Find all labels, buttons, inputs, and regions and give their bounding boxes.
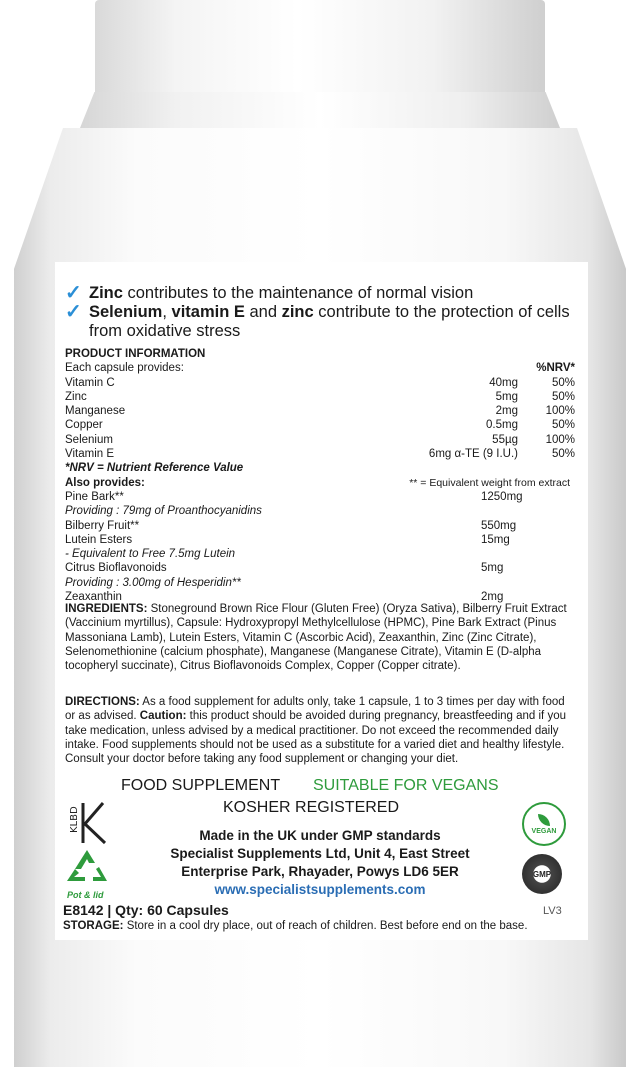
storage-info: STORAGE: Store in a cool dry place, out of reach of children. Best before end on the base. [63,920,528,932]
lv-code: LV3 [543,905,562,917]
leaf-icon [538,814,550,826]
claim-antioxidant: ✓ Selenium, vitamin E and zinc contribute to the protection of cells from oxidative stress [65,301,570,340]
info-heading: PRODUCT INFORMATION [65,348,206,360]
info-subheading: Each capsule provides: %NRV* [65,362,575,375]
website-link[interactable]: www.specialistsupplements.com [214,882,426,897]
nutrient-row: Copper 0.5mg 50% [65,419,575,432]
vegan-badge: VEGAN [522,802,566,846]
extra-row: Lutein Esters 15mg [65,533,510,546]
nutrient-row: Selenium 55µg 100% [65,433,575,446]
extra-row: Providing : 79mg of Proanthocyanidins [65,505,262,518]
checkmark-icon: ✓ [65,282,82,304]
extra-row: Providing : 3.00mg of Hesperidin** [65,576,241,589]
food-supplement-text: FOOD SUPPLEMENT [121,777,281,794]
nutrient-row: Zinc 5mg 50% [65,390,575,403]
also-provides-row: Also provides: ** = Equivalent weight from extract [65,476,570,489]
product-code: E8142 | Qty: 60 Capsules [63,902,229,918]
nutrient-row: Vitamin C 40mg 50% [65,376,575,389]
extra-row: Bilberry Fruit** 550mg [65,519,517,532]
manufacturer-info: Made in the UK under GMP standards Specialist Supplements Ltd, Unit 4, East Street Enterprise Park, Rhayader, Powys LD6 5ER www.specialistsupplements.com [145,827,495,899]
ingredients: INGREDIENTS: Stoneground Brown Rice Flour (Gluten Free) (Oryza Sativa), Bilberry Fruit Extract (Vaccinium myrtillus), Capsule: Hydroxypropyl Methylcellulose (HPMC), Pine Bark Extract (Pinus Massoniana Lamb), Lutein Esters, Vitamin C (Ascorbic Acid), Zeaxanthin, Zinc (Zinc Citrate), Selenomethionine (calcium phosphate), Manganese (Manganese Citrate), Vitamin E (D-alpha tocopheryl succinate), Citrus Bioflavonoids Complex, Copper (Copper citrate). [65,603,567,673]
product-information [65,347,575,604]
nutrient-table [65,376,575,462]
extra-row: - Equivalent to Free 7.5mg Lutein [65,548,236,561]
pot-lid-text: Pot & lid [67,890,104,900]
extra-row: Zeaxanthin 2mg [65,591,504,604]
claim-zinc: ✓ Zinc contributes to the maintenance of normal vision [65,282,474,304]
directions: DIRECTIONS: As a food supplement for adults only, take 1 capsule, 1 to 3 times per day with food or as advised. Caution: this product should be avoided during pregnancy, breastfeeding and if you take medication, unless advised by a medical practitioner. Do not exceed the recommended daily intake. Food supplements should not be used as a substitute for a varied diet and healthy lifestyle. Consult your doctor before taking any food supplement or changing your diet. [65,696,566,766]
svg-text:KLBD: KLBD [69,806,80,833]
kosher-text: KOSHER REGISTERED [223,799,400,816]
suitable-vegans-text: SUITABLE FOR VEGANS [313,777,499,794]
nutrient-row: Manganese 2mg 100% [65,405,575,418]
recycle-icon [63,847,111,900]
extra-row: Pine Bark** 1250mg [65,490,523,503]
nrv-note: *NRV = Nutrient Reference Value [65,462,244,475]
kosher-k-logo [63,797,111,847]
checkmark-icon: ✓ [65,301,82,323]
product-label [55,262,588,940]
extra-row: Citrus Bioflavonoids 5mg [65,562,504,575]
gmp-badge: GMP [522,854,562,894]
bottle-lid [95,0,545,92]
extras-table [65,490,575,604]
health-claims [65,284,585,341]
bottle-neck [80,92,560,128]
nutrient-row: Vitamin E 6mg α-TE (9 I.U.) 50% [65,448,575,461]
